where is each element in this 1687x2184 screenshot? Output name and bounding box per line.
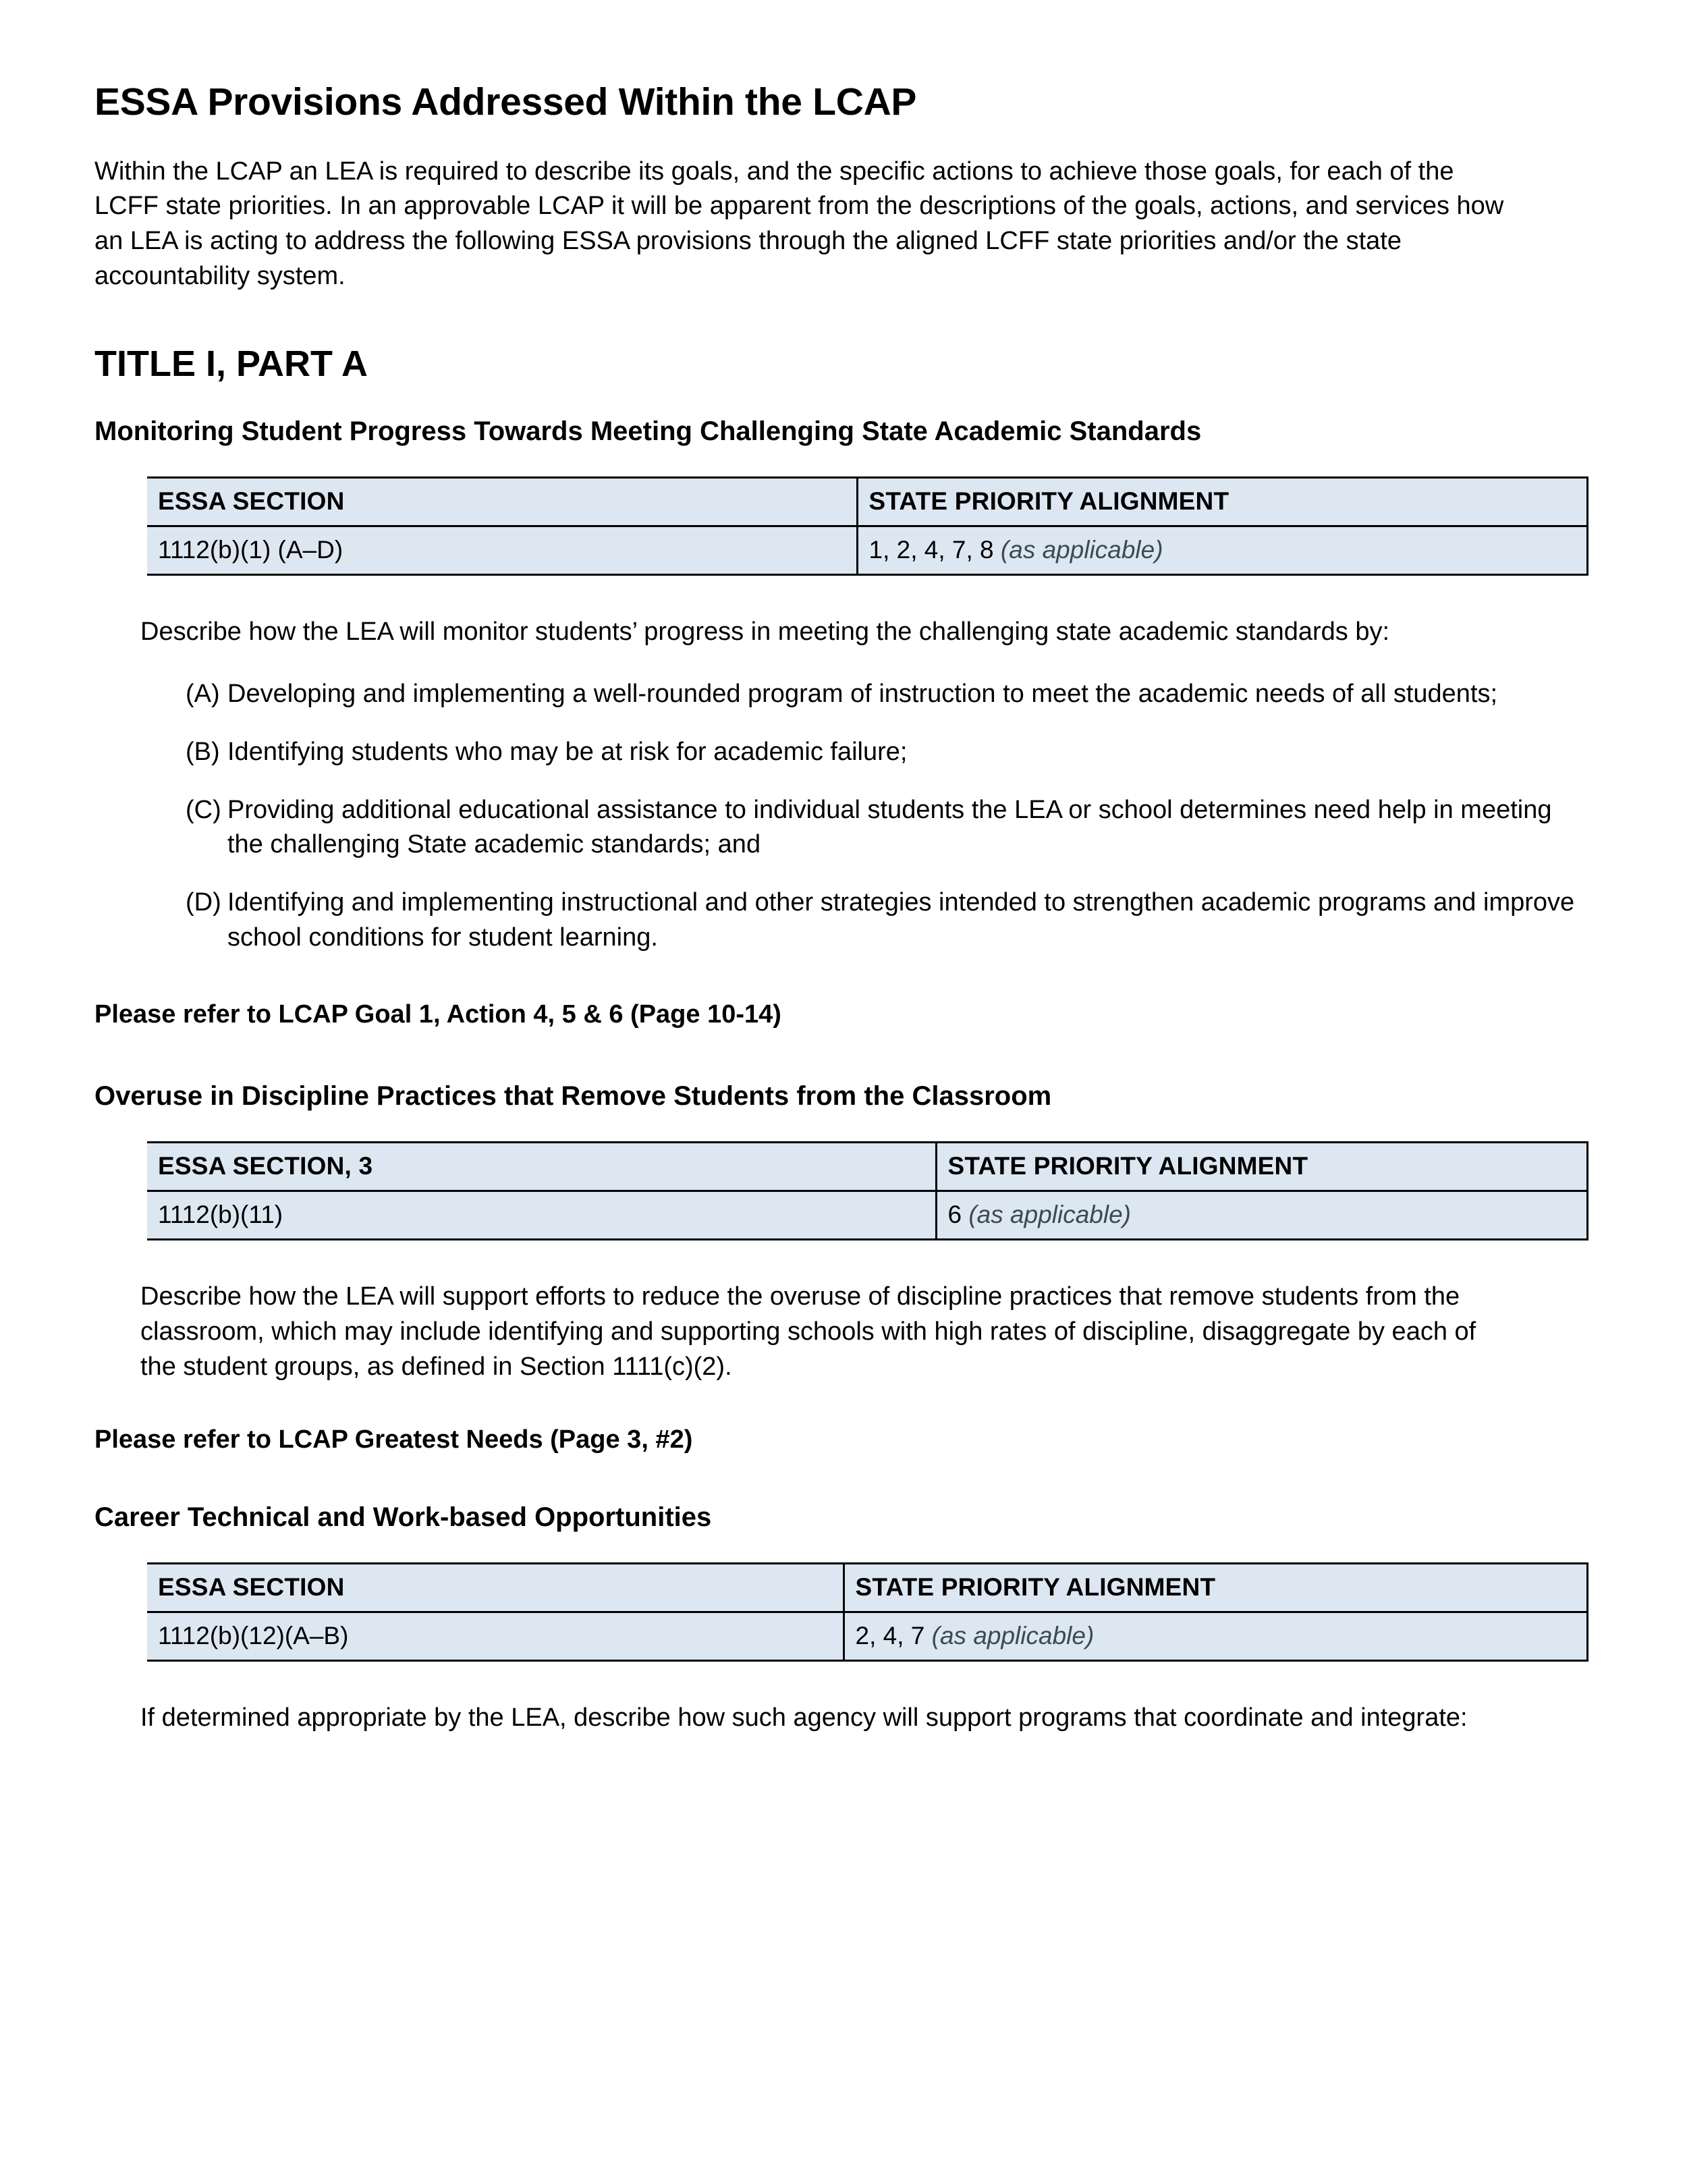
priority-note: (as applicable) — [968, 1201, 1131, 1229]
table-header-essa-section: ESSA SECTION — [147, 478, 857, 526]
cell-essa-section: 1112(b)(1) (A–D) — [147, 526, 857, 575]
list-item — [94, 885, 1589, 955]
cell-state-priority — [844, 1612, 1587, 1661]
list-item-text: Identifying and implementing instructional and other strategies intended to strengthen academic programs and improve school conditions for student learning. — [227, 888, 1575, 952]
list-item-text: Identifying students who may be at risk for academic failure; — [227, 737, 908, 766]
list-item — [94, 735, 1589, 770]
page-title: ESSA Provisions Addressed Within the LCAP — [94, 80, 917, 124]
list-item — [94, 793, 1589, 863]
list-item-text: Providing additional educational assistance to individual students the LEA or school determines need help in meeting the challenging State academic standards; and — [227, 795, 1552, 859]
priority-note: (as applicable) — [1000, 536, 1163, 564]
priority-value: 1, 2, 4, 7, 8 — [868, 536, 994, 564]
cell-state-priority — [857, 526, 1587, 575]
table-row — [147, 1612, 1587, 1661]
title-one-heading: TITLE I, PART A — [94, 344, 368, 385]
section-heading-monitoring: Monitoring Student Progress Towards Meeting Challenging State Academic Standards — [94, 416, 1202, 446]
lettered-list-monitoring — [94, 677, 1589, 955]
priority-value: 2, 4, 7 — [855, 1622, 925, 1650]
essa-table-monitoring — [147, 476, 1588, 576]
table-header-essa-section: ESSA SECTION — [147, 1564, 844, 1612]
section-heading-overuse: Overuse in Discipline Practices that Remove Students from the Classroom — [94, 1081, 1052, 1111]
table-row — [147, 526, 1587, 575]
table-header-row — [147, 1564, 1587, 1612]
priority-value: 6 — [947, 1201, 962, 1229]
table-header-state-priority: STATE PRIORITY ALIGNMENT — [936, 1142, 1587, 1191]
list-item — [94, 677, 1589, 712]
essa-table-overuse — [147, 1141, 1588, 1240]
section-heading-career: Career Technical and Work-based Opportunities — [94, 1502, 712, 1532]
table-header-state-priority: STATE PRIORITY ALIGNMENT — [857, 478, 1587, 526]
list-item-marker: (C) — [186, 795, 221, 824]
priority-note: (as applicable) — [931, 1622, 1095, 1650]
list-item-marker: (A) — [186, 680, 220, 709]
cell-state-priority — [936, 1191, 1587, 1240]
table-header-state-priority: STATE PRIORITY ALIGNMENT — [844, 1564, 1587, 1612]
refer-note-goal1: Please refer to LCAP Goal 1, Action 4, 5 & 6 (Page 10-14) — [94, 1000, 781, 1029]
essa-table-career — [147, 1562, 1588, 1662]
table-row — [147, 1191, 1587, 1240]
lead-in-career: If determined appropriate by the LEA, describe how such agency will support programs that coordinate and integrate: — [140, 1703, 1468, 1732]
cell-essa-section: 1112(b)(11) — [147, 1191, 936, 1240]
list-item-marker: (D) — [186, 888, 221, 917]
list-item-text: Developing and implementing a well-rounded program of instruction to meet the academic needs of all students; — [227, 680, 1498, 709]
refer-note-greatest-needs: Please refer to LCAP Greatest Needs (Page 3, #2) — [94, 1425, 693, 1454]
intro-paragraph: Within the LCAP an LEA is required to describe its goals, and the specific actions to achieve those goals, for each of the LCFF state priorities. In an approvable LCAP it will be apparent from the descriptions of the goals, actions, and services how an LEA is acting to address the following ESSA provisions through the aligned LCFF state priorities and/or the state accountability system. — [94, 157, 1504, 290]
table-header-row — [147, 478, 1587, 526]
cell-essa-section: 1112(b)(12)(A–B) — [147, 1612, 844, 1661]
table-header-essa-section: ESSA SECTION, 3 — [147, 1142, 936, 1191]
lead-in-overuse: Describe how the LEA will support efforts to reduce the overuse of discipline practices that remove students from the classroom, which may include identifying and supporting schools with high rates of discipline, disaggregate by each of the student groups, as defined in Section 1111(c)(2). — [140, 1282, 1476, 1381]
lead-in-monitoring: Describe how the LEA will monitor students’ progress in meeting the challenging state academic standards by: — [140, 618, 1390, 647]
list-item-marker: (B) — [186, 737, 220, 766]
table-header-row — [147, 1142, 1587, 1191]
